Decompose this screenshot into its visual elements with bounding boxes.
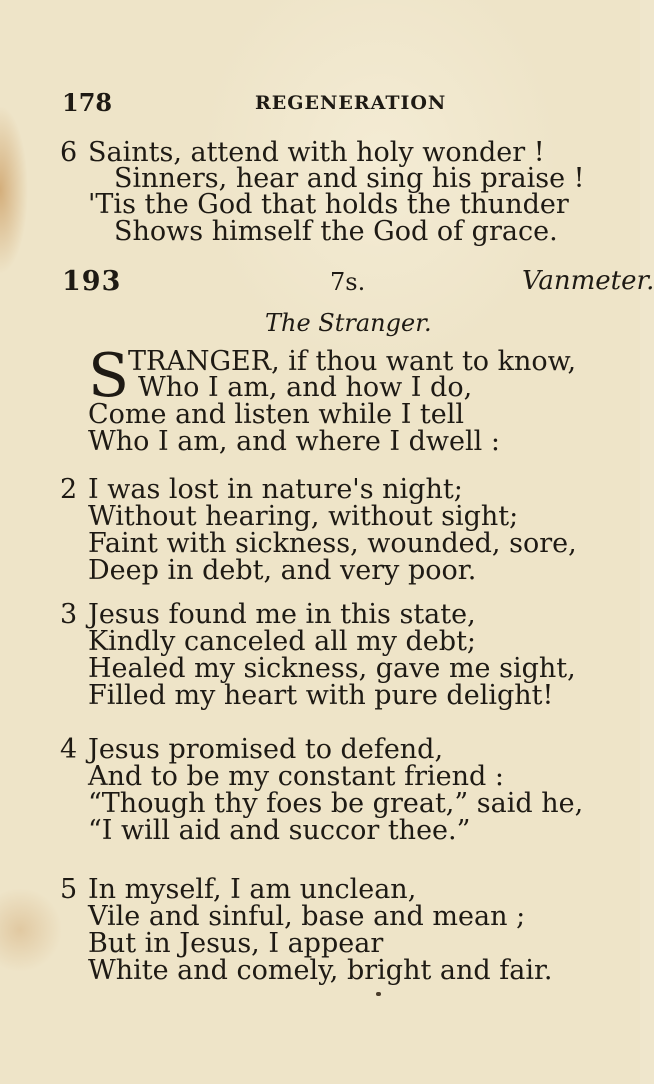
running-title: REGENERATION xyxy=(255,92,447,114)
stanza-line: I was lost in nature's night; xyxy=(88,474,463,505)
stanza-line: Kindly canceled all my debt; xyxy=(88,626,477,657)
stanza-line: “Though thy foes be great,” said he, xyxy=(88,788,584,819)
stanza-line: Vile and sinful, base and mean ; xyxy=(88,901,526,932)
stanza-line: Healed my sickness, gave me sight, xyxy=(88,653,576,684)
ink-speck xyxy=(376,992,381,996)
stanza-line: Who I am, and where I dwell : xyxy=(88,426,500,457)
prev-stanza-line: Sinners, hear and sing his praise ! xyxy=(114,163,585,194)
stanza-line: In myself, I am unclean, xyxy=(88,874,417,905)
stanza-line: And to be my constant friend : xyxy=(88,761,504,792)
stanza-line: Faint with sickness, wounded, sore, xyxy=(88,528,577,559)
drop-cap: S xyxy=(88,341,130,411)
stanza-line: TRANGER, if thou want to know, xyxy=(128,346,577,377)
tune-name: Vanmeter. xyxy=(522,266,654,296)
page-number: 178 xyxy=(62,88,113,117)
stanza-number: 3 xyxy=(60,599,78,630)
stanza-line: White and comely, bright and fair. xyxy=(88,955,553,986)
stanza-line: Deep in debt, and very poor. xyxy=(88,555,477,586)
stanza-line: Come and listen while I tell xyxy=(88,399,465,430)
stanza-line: Jesus promised to defend, xyxy=(88,734,444,765)
stanza-line: Jesus found me in this state, xyxy=(88,599,476,630)
prev-stanza-line: Saints, attend with holy wonder ! xyxy=(88,137,545,168)
stanza-line: Without hearing, without sight; xyxy=(88,501,519,532)
prev-stanza-line: Shows himself the God of grace. xyxy=(114,216,558,247)
stanza-number: 2 xyxy=(60,474,78,505)
stanza-number: 5 xyxy=(60,874,78,905)
hymn-title: The Stranger. xyxy=(265,309,432,337)
stanza-line: But in Jesus, I appear xyxy=(88,928,384,959)
stanza-line: “I will aid and succor thee.” xyxy=(88,815,471,846)
stanza-number: 4 xyxy=(60,734,78,765)
hymn-number: 193 xyxy=(62,266,122,297)
prev-stanza-line: 'Tis the God that holds the thunder xyxy=(88,189,569,220)
hymn-meter: 7s. xyxy=(330,268,366,296)
prev-stanza-number: 6 xyxy=(60,137,78,168)
stanza-line: Who I am, and how I do, xyxy=(138,372,473,403)
stanza-line: Filled my heart with pure delight! xyxy=(88,680,554,711)
